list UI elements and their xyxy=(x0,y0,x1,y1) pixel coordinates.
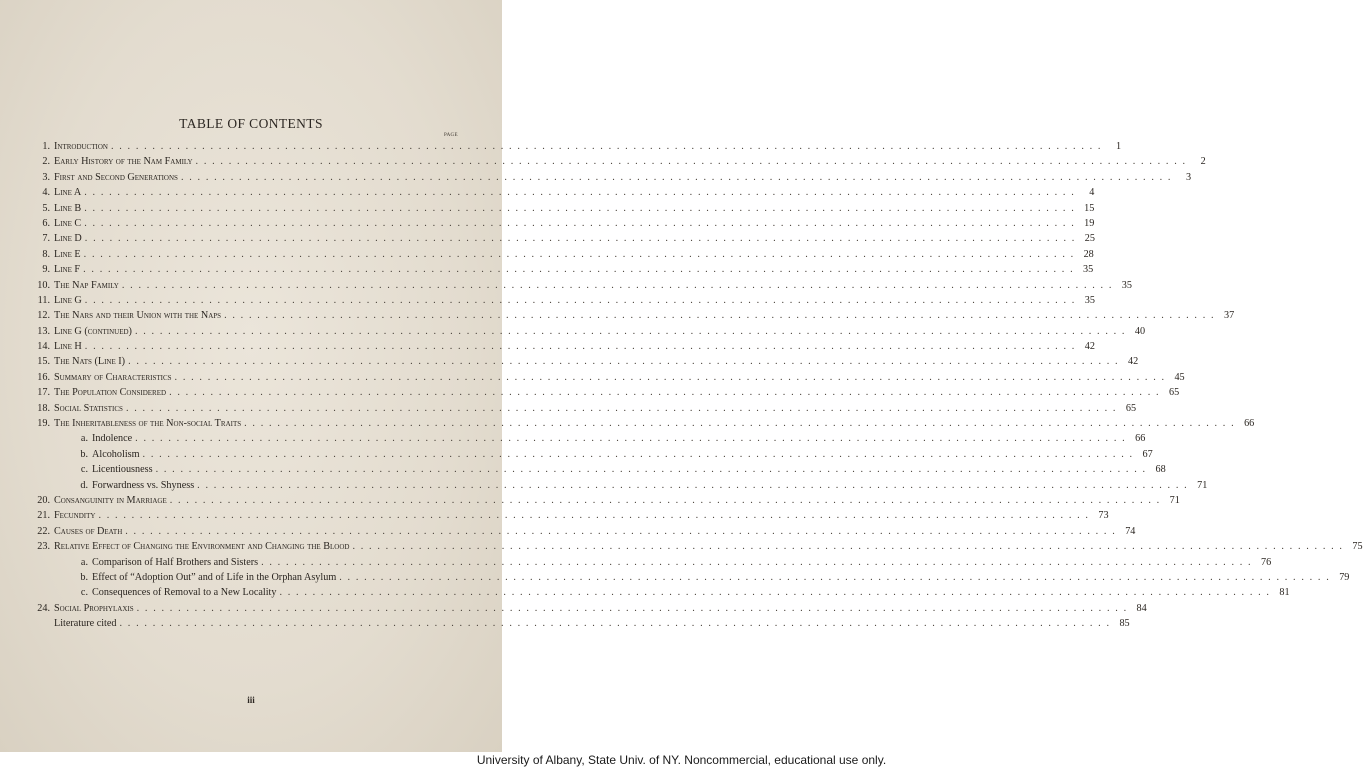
toc-entry-page: 76 xyxy=(1261,556,1272,568)
toc-entry xyxy=(26,618,1130,633)
dot-leader: . . . . . . . . . . . . . . . . . . . . . . . . . . . . . . . . . . . . . . . . . . . . . . . . . . . . . . . . . . . . . . . . . . . . . . . . . . . . . . . . . . . . . . . . . . . . . . . . . . . . . . . . . . . . . . . . . . . . . . . . xyxy=(84,341,1076,353)
dot-leader: . . . . . . . . . . . . . . . . . . . . . . . . . . . . . . . . . . . . . . . . . . . . . . . . . . . . . . . . . . . . . . . . . . . . . . . . . . . . . . . . . . . . . . . . . . . . . . . . . . . . . . . . . . . . . . . . . . . . . . . . xyxy=(155,464,1147,476)
toc-entry xyxy=(26,602,1147,618)
toc-entry-page: 1 xyxy=(1115,141,1122,152)
toc-entry-page: 25 xyxy=(1084,233,1095,245)
toc-entry xyxy=(26,387,1180,402)
toc-entry-number: 12. xyxy=(37,310,50,322)
page-number: iii xyxy=(247,695,255,705)
watermark-caption: University of Albany, State Univ. of NY. Noncommercial, educational use only. xyxy=(476,753,887,767)
toc-entry-title: Social Prophylaxis xyxy=(54,602,134,614)
toc-entry xyxy=(26,464,1166,479)
toc-entry-number: 5. xyxy=(42,202,50,214)
dot-leader: . . . . . . . . . . . . . . . . . . . . . . . . . . . . . . . . . . . . . . . . . . . . . . . . . . . . . . . . . . . . . . . . . . . . . . . . . . . . . . . . . . . . . . . . . . . . . . . . . . . . . . . . . . . . . . . . . . . . . . . . xyxy=(279,587,1271,599)
toc-entry-page: 42 xyxy=(1084,341,1095,353)
dot-leader: . . . . . . . . . . . . . . . . . . . . . . . . . . . . . . . . . . . . . . . . . . . . . . . . . . . . . . . . . . . . . . . . . . . . . . . . . . . . . . . . . . . . . . . . . . . . . . . . . . . . . . . . . . . . . . . . . . . . . . . . xyxy=(244,418,1236,430)
toc-entry-page: 19 xyxy=(1084,217,1095,229)
dot-leader: . . . . . . . . . . . . . . . . . . . . . . . . . . . . . . . . . . . . . . . . . . . . . . . . . . . . . . . . . . . . . . . . . . . . . . . . . . . . . . . . . . . . . . . . . . . . . . . . . . . . . . . . . . . . . . . . . . . . . . . . xyxy=(125,525,1117,537)
toc-entry-title: Literature cited xyxy=(54,618,117,630)
toc-entry-title: Line E xyxy=(54,248,81,260)
toc-entry xyxy=(26,433,1146,448)
toc-entry-number: 15. xyxy=(37,356,50,368)
toc-entry-number: 11. xyxy=(37,294,50,306)
toc-entry-number: b. xyxy=(80,571,88,583)
toc-entry-number: 1. xyxy=(42,141,50,152)
toc-entry-number: 24. xyxy=(37,602,50,614)
toc-entry xyxy=(26,510,1109,525)
dot-leader: . . . . . . . . . . . . . . . . . . . . . . . . . . . . . . . . . . . . . . . . . . . . . . . . . . . . . . . . . . . . . . . . . . . . . . . . . . . . . . . . . . . . . . . . . . . . . . . . . . . . . . . . . . . . . . . . . . . . . . . . xyxy=(224,310,1216,322)
toc-entry-title: Fecundity xyxy=(54,510,96,522)
toc-entry-title: The Nars and their Union with the Naps xyxy=(54,310,222,322)
dot-leader: . . . . . . . . . . . . . . . . . . . . . . . . . . . . . . . . . . . . . . . . . . . . . . . . . . . . . . . . . . . . . . . . . . . . . . . . . . . . . . . . . . . . . . . . . . . . . . . . . . . . . . . . . . . . . . . . . . . . . . . . xyxy=(169,494,1161,506)
toc-entry-title: Alcoholism xyxy=(92,448,140,460)
toc-entry xyxy=(26,525,1136,541)
toc-entry-number: 20. xyxy=(37,494,50,506)
toc-entry xyxy=(26,571,1350,587)
toc-entry-page: 81 xyxy=(1279,587,1290,599)
toc-entry xyxy=(26,156,1206,171)
dot-leader: . . . . . . . . . . . . . . . . . . . . . . . . . . . . . . . . . . . . . . . . . . . . . . . . . . . . . . . . . . . . . . . . . . . . . . . . . . . . . . . . . . . . . . . . . . . . . . . . . . . . . . . . . . . . . . . . . . . . . . . . xyxy=(84,233,1076,245)
toc-entry xyxy=(26,141,1122,156)
toc-entry-title: The Population Considered xyxy=(54,387,167,399)
dot-leader: . . . . . . . . . . . . . . . . . . . . . . . . . . . . . . . . . . . . . . . . . . . . . . . . . . . . . . . . . . . . . . . . . . . . . . . . . . . . . . . . . . . . . . . . . . . . . . . . . . . . . . . . . . . . . . . . . . . . . . . . xyxy=(125,402,1118,414)
toc-entry xyxy=(26,356,1139,371)
toc-entry-page: 74 xyxy=(1125,525,1136,537)
toc-entry-number: 21. xyxy=(37,510,50,522)
toc-entry xyxy=(26,541,1363,556)
toc-entry-number: 16. xyxy=(37,371,50,383)
toc-entry-title: Line B xyxy=(54,202,82,214)
toc-entry-number: 14. xyxy=(37,341,50,353)
dot-leader: . . . . . . . . . . . . . . . . . . . . . . . . . . . . . . . . . . . . . . . . . . . . . . . . . . . . . . . . . . . . . . . . . . . . . . . . . . . . . . . . . . . . . . . . . . . . . . . . . . . . . . . . . . . . . . . . . . . . . . . . xyxy=(352,541,1344,553)
toc-entry-number: a. xyxy=(80,556,88,568)
toc-entry-page: 42 xyxy=(1128,356,1139,368)
toc-entry-number: 9. xyxy=(42,264,50,276)
toc-entry xyxy=(26,556,1272,572)
toc-list xyxy=(26,141,1363,634)
dot-leader: . . . . . . . . . . . . . . . . . . . . . . . . . . . . . . . . . . . . . . . . . . . . . . . . . . . . . . . . . . . . . . . . . . . . . . . . . . . . . . . . . . . . . . . . . . . . . . . . . . . . . . . . . . . . . . . . . . . . . . . . xyxy=(142,448,1134,460)
toc-entry-number: b. xyxy=(80,448,88,460)
toc-entry-page: 28 xyxy=(1083,248,1094,260)
toc-entry xyxy=(26,448,1153,464)
toc-entry-title: Forwardness vs. Shyness xyxy=(92,479,195,491)
toc-entry xyxy=(26,402,1137,418)
toc-entry-number: a. xyxy=(80,433,88,445)
toc-entry xyxy=(26,494,1180,510)
dot-leader: . . . . . . . . . . . . . . . . . . . . . . . . . . . . . . . . . . . . . . . . . . . . . . . . . . . . . . . . . . . . . . . . . . . . . . . . . . . . . . . . . . . . . . . . . . . . . . . . . . . . . . . . . . . . . . . . . . . . . . . . xyxy=(174,371,1166,383)
toc-entry-title: Relative Effect of Changing the Environment and Changing the Blood xyxy=(54,541,350,553)
toc-entry-page: 79 xyxy=(1339,571,1350,583)
toc-entry-page: 67 xyxy=(1142,448,1153,460)
toc-entry-number: 8. xyxy=(42,248,50,260)
dot-leader: . . . . . . . . . . . . . . . . . . . . . . . . . . . . . . . . . . . . . . . . . . . . . . . . . . . . . . . . . . . . . . . . . . . . . . . . . . . . . . . . . . . . . . . . . . . . . . . . . . . . . . . . . . . . . . . . . . . . . . . . xyxy=(339,571,1331,583)
dot-leader: . . . . . . . . . . . . . . . . . . . . . . . . . . . . . . . . . . . . . . . . . . . . . . . . . . . . . . . . . . . . . . . . . . . . . . . . . . . . . . . . . . . . . . . . . . . . . . . . . . . . . . . . . . . . . . . . . . . . . . . . xyxy=(195,156,1187,168)
toc-entry xyxy=(26,202,1095,218)
dot-leader: . . . . . . . . . . . . . . . . . . . . . . . . . . . . . . . . . . . . . . . . . . . . . . . . . . . . . . . . . . . . . . . . . . . . . . . . . . . . . . . . . . . . . . . . . . . . . . . . . . . . . . . . . . . . . . . . . . . . . . . . xyxy=(84,202,1076,214)
toc-entry-number: c. xyxy=(80,587,88,599)
toc-entry-title: The Nats (Line I) xyxy=(54,356,126,368)
toc-entry-title: Line H xyxy=(54,341,82,353)
dot-leader: . . . . . . . . . . . . . . . . . . . . . . . . . . . . . . . . . . . . . . . . . . . . . . . . . . . . . . . . . . . . . . . . . . . . . . . . . . . . . . . . . . . . . . . . . . . . . . . . . . . . . . . . . . . . . . . . . . . . . . . . xyxy=(134,325,1127,337)
toc-entry-title: The Inheritableness of the Non-social Traits xyxy=(54,418,242,430)
dot-leader: . . . . . . . . . . . . . . . . . . . . . . . . . . . . . . . . . . . . . . . . . . . . . . . . . . . . . . . . . . . . . . . . . . . . . . . . . . . . . . . . . . . . . . . . . . . . . . . . . . . . . . . . . . . . . . . . . . . . . . . . xyxy=(261,556,1253,568)
dot-leader: . . . . . . . . . . . . . . . . . . . . . . . . . . . . . . . . . . . . . . . . . . . . . . . . . . . . . . . . . . . . . . . . . . . . . . . . . . . . . . . . . . . . . . . . . . . . . . . . . . . . . . . . . . . . . . . . . . . . . . . . xyxy=(83,248,1075,260)
toc-entry xyxy=(26,479,1208,495)
toc-entry-page: 66 xyxy=(1244,418,1255,430)
dot-leader: . . . . . . . . . . . . . . . . . . . . . . . . . . . . . . . . . . . . . . . . . . . . . . . . . . . . . . . . . . . . . . . . . . . . . . . . . . . . . . . . . . . . . . . . . . . . . . . . . . . . . . . . . . . . . . . . . . . . . . . . xyxy=(98,510,1090,522)
toc-entry-number: 4. xyxy=(42,187,50,199)
dot-leader: . . . . . . . . . . . . . . . . . . . . . . . . . . . . . . . . . . . . . . . . . . . . . . . . . . . . . . . . . . . . . . . . . . . . . . . . . . . . . . . . . . . . . . . . . . . . . . . . . . . . . . . . . . . . . . . . . . . . . . . . xyxy=(128,356,1120,368)
toc-entry-number: 23. xyxy=(37,541,50,553)
toc-entry-page: 75 xyxy=(1352,541,1363,553)
toc-entry-page: 68 xyxy=(1155,464,1166,476)
dot-leader: . . . . . . . . . . . . . . . . . . . . . . . . . . . . . . . . . . . . . . . . . . . . . . . . . . . . . . . . . . . . . . . . . . . . . . . . . . . . . . . . . . . . . . . . . . . . . . . . . . . . . . . . . . . . . . . . . . . . . . . . xyxy=(84,217,1076,229)
toc-entry-page: 15 xyxy=(1084,202,1095,214)
toc-entry-page: 37 xyxy=(1223,310,1235,322)
toc-entry xyxy=(26,233,1095,248)
toc-entry xyxy=(26,418,1255,433)
dot-leader: . . . . . . . . . . . . . . . . . . . . . . . . . . . . . . . . . . . . . . . . . . . . . . . . . . . . . . . . . . . . . . . . . . . . . . . . . . . . . . . . . . . . . . . . . . . . . . . . . . . . . . . . . . . . . . . . . . . . . . . . xyxy=(110,141,1103,152)
page-column-label: PAGE xyxy=(444,133,458,138)
dot-leader: . . . . . . . . . . . . . . . . . . . . . . . . . . . . . . . . . . . . . . . . . . . . . . . . . . . . . . . . . . . . . . . . . . . . . . . . . . . . . . . . . . . . . . . . . . . . . . . . . . . . . . . . . . . . . . . . . . . . . . . . xyxy=(119,618,1111,630)
toc-entry xyxy=(26,264,1094,279)
toc-entry-title: The Nap Family xyxy=(54,279,119,291)
toc-entry-number: 18. xyxy=(37,402,50,414)
toc-entry-title: Licentiousness xyxy=(92,464,153,476)
toc-entry-number: 19. xyxy=(37,418,50,430)
toc-entry xyxy=(26,187,1095,202)
toc-entry-title: Line G (continued) xyxy=(54,325,132,337)
toc-entry-number: 6. xyxy=(42,217,50,229)
dot-leader: . . . . . . . . . . . . . . . . . . . . . . . . . . . . . . . . . . . . . . . . . . . . . . . . . . . . . . . . . . . . . . . . . . . . . . . . . . . . . . . . . . . . . . . . . . . . . . . . . . . . . . . . . . . . . . . . . . . . . . . . xyxy=(135,433,1127,445)
dot-leader: . . . . . . . . . . . . . . . . . . . . . . . . . . . . . . . . . . . . . . . . . . . . . . . . . . . . . . . . . . . . . . . . . . . . . . . . . . . . . . . . . . . . . . . . . . . . . . . . . . . . . . . . . . . . . . . . . . . . . . . . xyxy=(197,479,1189,491)
toc-entry xyxy=(26,248,1094,264)
toc-entry xyxy=(26,371,1185,387)
toc-entry-title: Line D xyxy=(54,233,82,245)
toc-entry-title: First and Second Generations xyxy=(54,171,178,183)
page-title: TABLE OF CONTENTS xyxy=(179,116,323,131)
toc-entry xyxy=(26,341,1095,356)
toc-entry-page: 71 xyxy=(1197,479,1208,491)
toc-entry-title: Summary of Characteristics xyxy=(54,371,172,383)
toc-entry-title: Line F xyxy=(54,264,81,276)
dot-leader: . . . . . . . . . . . . . . . . . . . . . . . . . . . . . . . . . . . . . . . . . . . . . . . . . . . . . . . . . . . . . . . . . . . . . . . . . . . . . . . . . . . . . . . . . . . . . . . . . . . . . . . . . . . . . . . . . . . . . . . . xyxy=(169,387,1161,399)
dot-leader: . . . . . . . . . . . . . . . . . . . . . . . . . . . . . . . . . . . . . . . . . . . . . . . . . . . . . . . . . . . . . . . . . . . . . . . . . . . . . . . . . . . . . . . . . . . . . . . . . . . . . . . . . . . . . . . . . . . . . . . . xyxy=(121,279,1113,291)
toc-entry-number: 7. xyxy=(42,233,50,245)
toc-entry-title: Consequences of Removal to a New Locality xyxy=(92,587,277,599)
toc-entry-page: 85 xyxy=(1119,618,1130,630)
toc-entry-title: Social Statistics xyxy=(54,402,123,414)
toc-entry-number: 17. xyxy=(37,387,50,399)
toc-entry-title: Line C xyxy=(54,217,82,229)
toc-entry xyxy=(26,171,1192,187)
toc-entry-number: 2. xyxy=(42,156,50,168)
toc-entry xyxy=(26,217,1095,233)
toc-entry-page: 2 xyxy=(1200,156,1206,168)
toc-entry xyxy=(26,587,1290,602)
toc-entry-title: Causes of Death xyxy=(54,525,123,537)
toc-entry-title: Line A xyxy=(54,187,82,199)
toc-entry xyxy=(26,279,1132,295)
toc-entry-page: 35 xyxy=(1083,264,1094,276)
toc-entry-title: Consanguinity in Marriage xyxy=(54,494,167,506)
dot-leader: . . . . . . . . . . . . . . . . . . . . . . . . . . . . . . . . . . . . . . . . . . . . . . . . . . . . . . . . . . . . . . . . . . . . . . . . . . . . . . . . . . . . . . . . . . . . . . . . . . . . . . . . . . . . . . . . . . . . . . . . xyxy=(136,602,1128,614)
toc-entry xyxy=(26,325,1146,341)
toc-entry-number: 3. xyxy=(42,171,50,183)
toc-entry-page: 4 xyxy=(1089,187,1095,199)
toc-entry-page: 65 xyxy=(1125,402,1137,414)
dot-leader: . . . . . . . . . . . . . . . . . . . . . . . . . . . . . . . . . . . . . . . . . . . . . . . . . . . . . . . . . . . . . . . . . . . . . . . . . . . . . . . . . . . . . . . . . . . . . . . . . . . . . . . . . . . . . . . . . . . . . . . . xyxy=(180,171,1173,183)
toc-entry xyxy=(26,294,1095,310)
toc-entry-page: 84 xyxy=(1136,602,1147,614)
toc-entry-number: 10. xyxy=(37,279,50,291)
toc-entry-title: Effect of “Adoption Out” and of Life in the Orphan Asylum xyxy=(92,571,337,583)
toc-entry-number: c. xyxy=(80,464,88,476)
toc-entry-page: 3 xyxy=(1185,171,1192,183)
toc-entry-title: Line G xyxy=(54,294,82,306)
toc-entry-page: 35 xyxy=(1084,294,1095,306)
toc-entry xyxy=(26,310,1235,325)
toc-entry-title: Indolence xyxy=(92,433,133,445)
toc-entry-title: Comparison of Half Brothers and Sisters xyxy=(92,556,259,568)
toc-entry-page: 66 xyxy=(1135,433,1146,445)
toc-entry-page: 45 xyxy=(1174,371,1185,383)
toc-entry-title: Introduction xyxy=(54,141,108,152)
dot-leader: . . . . . . . . . . . . . . . . . . . . . . . . . . . . . . . . . . . . . . . . . . . . . . . . . . . . . . . . . . . . . . . . . . . . . . . . . . . . . . . . . . . . . . . . . . . . . . . . . . . . . . . . . . . . . . . . . . . . . . . . xyxy=(84,294,1076,306)
toc-entry-page: 71 xyxy=(1169,494,1180,506)
toc-entry-number: 22. xyxy=(37,525,50,537)
toc-entry-number: d. xyxy=(80,479,88,491)
toc-entry-title: Early History of the Nam Family xyxy=(54,156,193,168)
toc-entry-page: 40 xyxy=(1134,325,1146,337)
dot-leader: . . . . . . . . . . . . . . . . . . . . . . . . . . . . . . . . . . . . . . . . . . . . . . . . . . . . . . . . . . . . . . . . . . . . . . . . . . . . . . . . . . . . . . . . . . . . . . . . . . . . . . . . . . . . . . . . . . . . . . . . xyxy=(83,264,1075,276)
toc-entry-page: 65 xyxy=(1168,387,1180,399)
dot-leader: . . . . . . . . . . . . . . . . . . . . . . . . . . . . . . . . . . . . . . . . . . . . . . . . . . . . . . . . . . . . . . . . . . . . . . . . . . . . . . . . . . . . . . . . . . . . . . . . . . . . . . . . . . . . . . . . . . . . . . . . xyxy=(84,187,1076,199)
toc-entry-number: 13. xyxy=(37,325,50,337)
toc-entry-page: 35 xyxy=(1121,279,1132,291)
toc-entry-page: 73 xyxy=(1098,510,1109,522)
